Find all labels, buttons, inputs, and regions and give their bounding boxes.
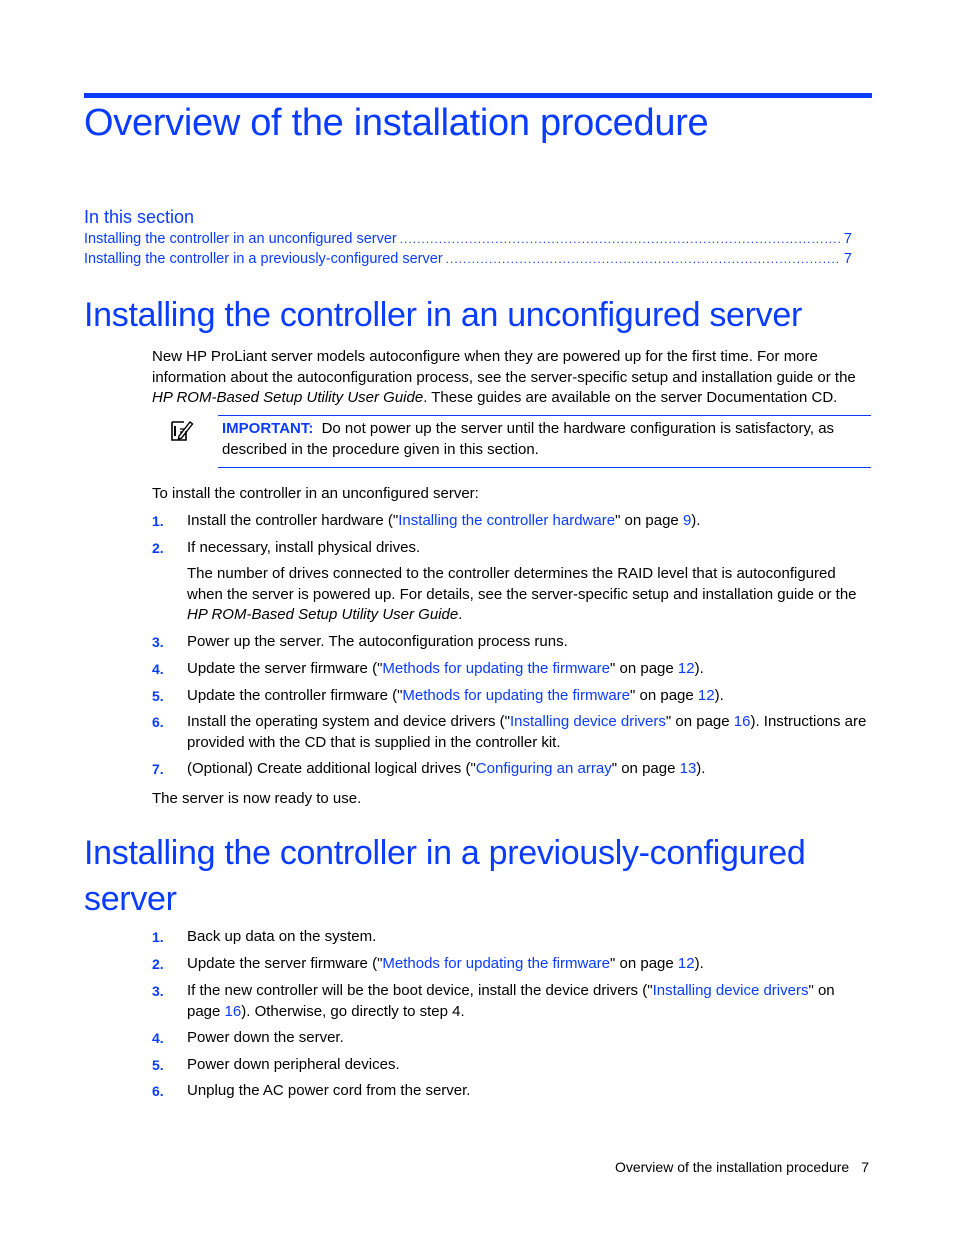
- procedure-closing: The server is now ready to use.: [152, 790, 362, 807]
- step-number: 5.: [152, 1057, 164, 1073]
- toc-link-previously-configured[interactable]: Installing the controller in a previously-configured server ..... 7: [84, 251, 852, 271]
- step-number: 4.: [152, 1030, 164, 1046]
- step-number: 6.: [152, 1083, 164, 1099]
- page-link[interactable]: 16: [733, 713, 751, 730]
- page-link[interactable]: 16: [224, 1002, 242, 1020]
- step-number: 2.: [152, 540, 164, 556]
- chapter-title: Overview of the installation procedure: [84, 102, 709, 144]
- step-number: 1.: [152, 929, 164, 945]
- section-title-previously-configured: Installing the controller in a previously-configured: [84, 834, 806, 872]
- step-number: 5.: [152, 688, 164, 704]
- link-installing-controller-hardware[interactable]: Installing the controller hardware: [398, 512, 616, 529]
- step-number: 1.: [152, 513, 164, 529]
- page-footer: [615, 1159, 869, 1175]
- footer-title: Overview of the installation procedure: [614, 1159, 850, 1175]
- toc-leader-dots: [446, 252, 840, 266]
- step-number: 7.: [152, 761, 164, 777]
- section-title-previously-configured-cont: server: [84, 880, 177, 918]
- section-title-unconfigured: Installing the controller in an unconfigured server: [84, 296, 803, 334]
- link-methods-updating-firmware[interactable]: Methods for updating the firmware: [382, 660, 611, 677]
- step-number: 2.: [152, 956, 164, 972]
- toc-link-unconfigured[interactable]: Installing the controller in an unconfigured server ..... 7: [84, 231, 852, 251]
- chapter-rule: [84, 93, 872, 98]
- step-number: 3.: [152, 983, 164, 999]
- important-label: IMPORTANT:: [222, 420, 314, 437]
- footer-page-number: 7: [861, 1159, 869, 1175]
- page-link[interactable]: 12: [677, 955, 695, 972]
- link-installing-device-drivers[interactable]: Installing device drivers: [652, 982, 809, 999]
- page-link[interactable]: 12: [697, 687, 715, 704]
- step-number: 6.: [152, 714, 164, 730]
- important-note-text: IMPORTANT: Do not power up the server until the hardware configuration is satisfactory, as described in the procedure given in this section.: [222, 420, 835, 458]
- link-installing-device-drivers[interactable]: Installing device drivers: [509, 713, 666, 730]
- important-note-icon: [170, 418, 194, 442]
- link-configuring-an-array[interactable]: Configuring an array: [475, 760, 612, 777]
- page-link[interactable]: 12: [677, 660, 695, 677]
- page-link[interactable]: 9: [682, 512, 692, 529]
- link-methods-updating-firmware[interactable]: Methods for updating the firmware: [382, 955, 611, 972]
- step-number: 4.: [152, 661, 164, 677]
- link-methods-updating-firmware[interactable]: Methods for updating the firmware: [402, 687, 631, 704]
- intro-paragraph: New HP ProLiant server models autoconfigure when they are powered up for the first time. For more information about the autoconfiguration process, see the server-specific setup and installation guide or the HP ROM-Based Setup Utility User Guide. These guides are available on the server Documentation CD.: [152, 348, 856, 406]
- toc-heading: In this section: [84, 207, 195, 227]
- toc-leader-dots: [400, 232, 840, 246]
- step-number: 3.: [152, 634, 164, 650]
- procedure-lead: To install the controller in an unconfigured server:: [152, 485, 479, 502]
- page-link[interactable]: 13: [679, 760, 697, 777]
